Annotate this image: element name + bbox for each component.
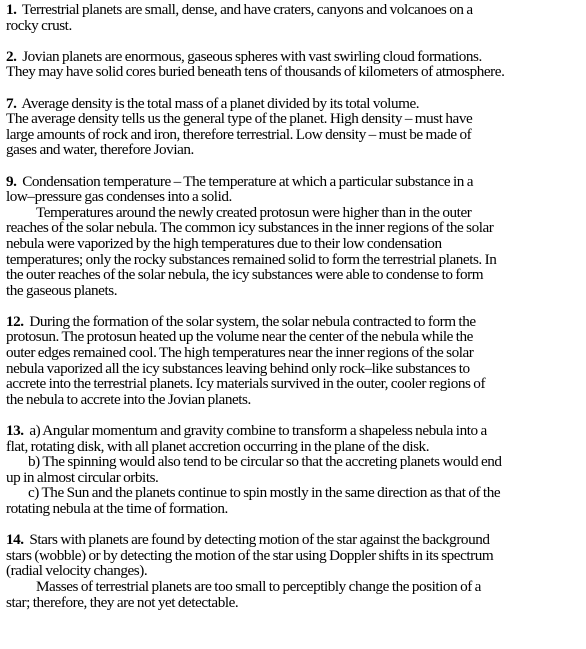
answer-9-line-5: nebula were vaporized by the high temperatures due to their low condensation (6, 234, 442, 252)
answer-13-line-4: up in almost circular orbits. (6, 468, 159, 486)
answer-12-line-6: the nebula to accrete into the Jovian planets. (6, 390, 251, 408)
answer-12-line-3: outer edges remained cool. The high temperatures near the inner regions of the solar (6, 344, 474, 362)
answer-9-line-2: low–pressure gas condenses into a solid. (6, 188, 232, 206)
answer-2-line-1: 2. Jovian planets are enormous, gaseous spheres with vast swirling cloud formations. (6, 47, 482, 65)
answer-13-number: 13. (6, 422, 24, 440)
answer-1-number: 1. (6, 1, 17, 18)
answer-9-line-7: the outer reaches of the solar nebula, the icy substances were able to condense to form (6, 266, 484, 284)
answer-7-line-3: large amounts of rock and iron, therefore terrestrial. Low density – must be made of (6, 125, 472, 143)
answer-1-line-2: rocky crust. (6, 16, 72, 34)
answer-1 (6, 2, 582, 33)
answer-9-line-3: Temperatures around the newly created protosun were higher than in the outer (36, 203, 472, 221)
answer-9 (6, 174, 582, 299)
answer-7-number: 7. (6, 94, 17, 112)
answer-1-line-1: 1. Terrestrial planets are small, dense, and have craters, canyons and volcanoes on a (6, 1, 473, 18)
answer-13-line-5: c) The Sun and the planets continue to spin mostly in the same direction as that of the (28, 484, 501, 502)
answer-13 (6, 423, 582, 517)
answer-9-line-8: the gaseous planets. (6, 281, 118, 299)
answer-12-number: 12. (6, 312, 24, 330)
answer-14-line-2: stars (wobble) or by detecting the motion of the star using Doppler shifts in its spectrum (6, 546, 494, 564)
answer-12-line-5: accrete into the terrestrial planets. Icy materials survived in the outer, cooler regions of (6, 375, 486, 393)
answer-13-line-6: rotating nebula at the time of formation. (6, 500, 228, 517)
answer-13-line-3: b) The spinning would also tend to be circular so that the accreting planets would end (28, 453, 502, 471)
answer-12-line-1: 12. During the formation of the solar system, the solar nebula contracted to form the (6, 312, 476, 330)
answer-7 (6, 96, 582, 158)
answer-14-line-1: 14. Stars with planets are found by detecting motion of the star against the background (6, 531, 490, 549)
answer-14-line-3: (radial velocity changes). (6, 562, 148, 580)
answer-14-line-5: star; therefore, they are not yet detectable. (6, 593, 239, 611)
answer-12-line-2: protosun. The protosun heated up the volume near the center of the nebula while the (6, 328, 473, 346)
answer-13-line-2: flat, rotating disk, with all planet accretion occurring in the plane of the disk. (6, 437, 430, 455)
answer-7-line-1: 7. Average density is the total mass of a planet divided by its total volume. (6, 94, 420, 112)
answer-2-number: 2. (6, 47, 17, 65)
answer-12-line-4: nebula vaporized all the icy substances leaving behind only rock–like substances to (6, 359, 470, 377)
answer-14 (6, 532, 582, 610)
answer-2 (6, 49, 582, 80)
answer-9-line-4: reaches of the solar nebula. The common icy substances in the inner regions of the solar (6, 219, 494, 237)
answer-2-line-2: They may have solid cores buried beneath tens of thousands of kilometers of atmosphere. (6, 63, 505, 81)
answer-9-line-1: 9. Condensation temperature – The temperature at which a particular substance in a (6, 172, 474, 190)
answer-9-number: 9. (6, 172, 17, 190)
answer-7-line-4: gases and water, therefore Jovian. (6, 141, 194, 159)
answer-9-line-6: temperatures; only the rocky substances remained solid to form the terrestrial planets. In (6, 250, 497, 268)
answer-12 (6, 314, 582, 408)
answer-14-line-4: Masses of terrestrial planets are too small to perceptibly change the position of a (36, 577, 481, 595)
answer-14-number: 14. (6, 531, 24, 549)
answer-13-line-1: 13. a) Angular momentum and gravity combine to transform a shapeless nebula into a (6, 422, 487, 440)
answer-7-line-2: The average density tells us the general type of the planet. High density – must have (6, 110, 473, 128)
document-page (6, 2, 582, 626)
